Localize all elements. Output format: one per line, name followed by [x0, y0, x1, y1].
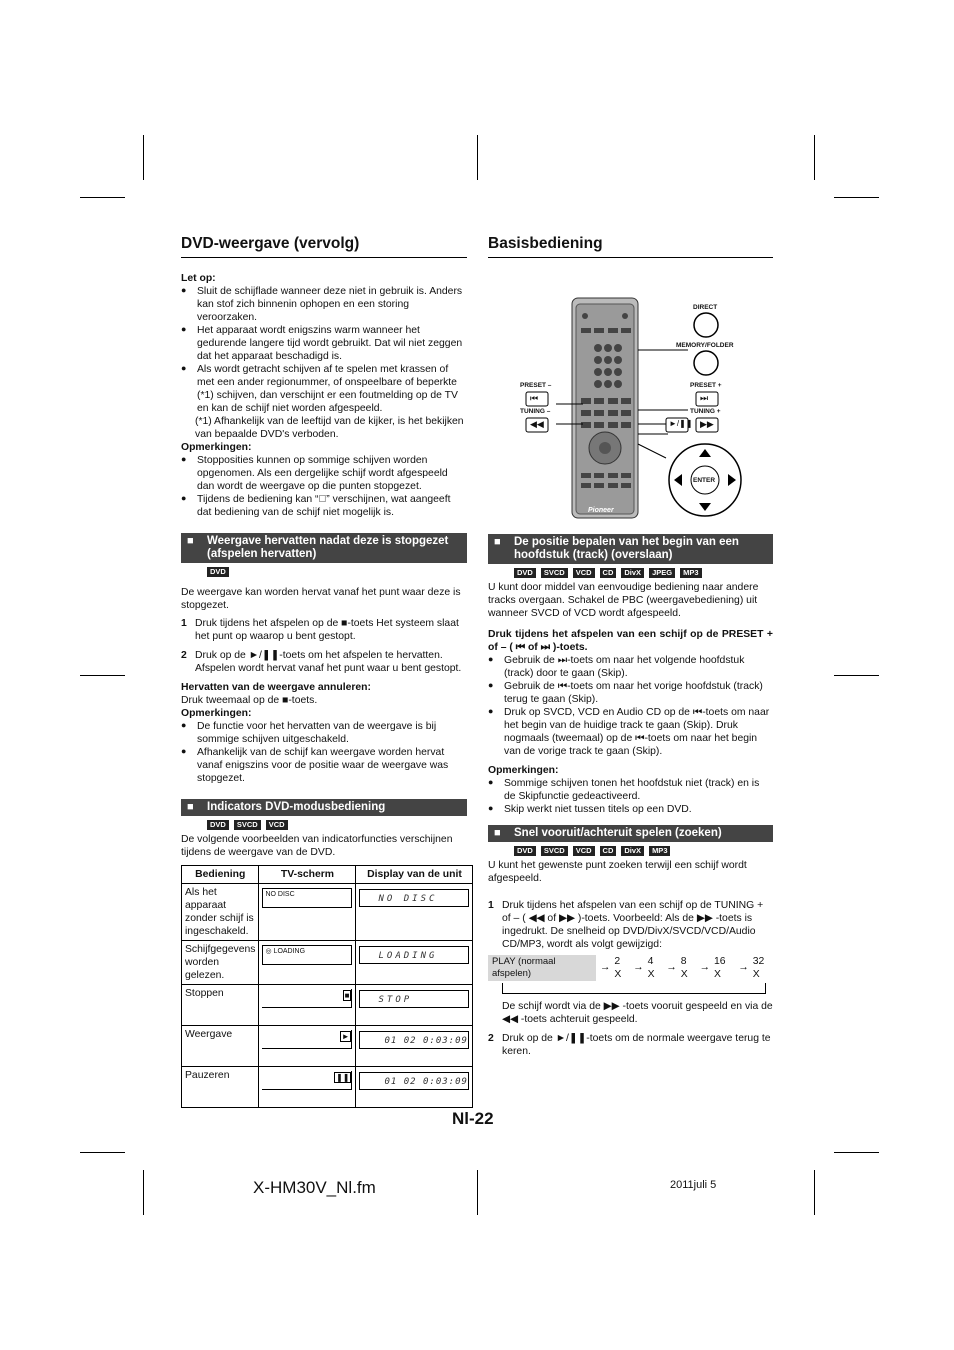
paragraph: De volgende voorbeelden van indicatorfuncties verschijnen tijdens de weergave van de DVD.	[181, 833, 453, 858]
list-item: ● Gebruik de ⏮-toets om naar het vorige hoofdstuk (track) terug te gaan (Skip).	[488, 680, 773, 706]
section-bar-indicators: ■ Indicators DVD-modusbediening	[181, 799, 467, 816]
badge: MP3	[680, 568, 701, 578]
list-item: ● Stopposities kunnen op sommige schijven worden opgenomen. Als een dergelijke schijf wordt afgespeeld dan wordt de weergave op die punten stopgezet.	[181, 454, 467, 493]
list-item: ● Tijdens de bediening kan “⃠” verschijnen, wat aangeeft dat bediening van de schijf niet mogelijk is.	[181, 493, 467, 519]
remarks-label: Opmerkingen:	[181, 707, 252, 719]
page-number: Nl-22	[452, 1109, 494, 1128]
section-title-dvd-weergave: DVD-weergave (vervolg)	[181, 234, 467, 258]
table-row: Pauzeren ❚❚ 01 02 0:03:09	[182, 1066, 473, 1107]
table-header: Bediening	[182, 865, 259, 883]
rewind-icon: ◀◀	[530, 419, 544, 430]
memory-folder-label: MEMORY/FOLDER	[676, 342, 734, 350]
section-bar-skip: ■ De positie bepalen van het begin van een hoofdstuk (track) (overslaan)	[488, 534, 773, 563]
disc-badges	[207, 820, 467, 830]
play-normal-box: PLAY (normaal afspelen)	[488, 955, 596, 981]
tv-screen: ◎ LOADING	[262, 945, 352, 965]
step: 2 Druk op de ►/❚❚-toets om het afspelen te hervatten. Afspelen wordt hervat vanaf het punt waar u bent gestopt.	[181, 649, 462, 674]
speed-step: 2 X	[614, 955, 622, 980]
footer-filename: X-HM30V_Nl.fm	[253, 1178, 376, 1197]
paragraph: De weergave kan worden hervat vanaf het punt waar deze is stopgezet.	[181, 586, 461, 611]
badge: DVD	[514, 846, 536, 856]
remarks-label: Opmerkingen:	[488, 764, 559, 776]
section-title-basisbediening: Basisbediening	[488, 234, 773, 258]
subheading: Druk tijdens het afspelen van een schijf op de PRESET + of – ( ⏮ of ⏭ )-toets.	[488, 628, 773, 653]
preset-plus-label: PRESET +	[690, 382, 722, 390]
unit-display: NO DISC	[359, 889, 469, 907]
section-bar-resume: ■ Weergave hervatten nadat deze is stopgezet (afspelen hervatten)	[181, 533, 467, 562]
list-item: ● De functie voor het hervatten van de weergave is bij sommige schijven uitgeschakeld.	[181, 720, 467, 746]
list-item: ● Sluit de schijflade wanneer deze niet in gebruik is. Anders kan stof zich binnenin ophopen en een storing veroorzaken.	[181, 285, 467, 324]
footnote: (*1) Afhankelijk van de leeftijd van de kijker, is het bekijken van bepaalde DVD's verboden.	[195, 416, 464, 441]
subheading: Hervatten van de weergave annuleren:	[181, 681, 371, 693]
paragraph: U kunt door middel van eenvoudige bediening naar andere tracks overgaan. Schakel de PBC (weergavebediening) uit wanneer SVCD of VCD wordt afgespeeld.	[488, 581, 759, 619]
list-item: ● Als wordt getracht schijven af te spelen met krassen of met een ander regionummer, of onspeelbare of beperkte (*1) schijven, dan verschijnt er een foutmelding op de TV en kan de schijf niet worden afgespeeld.	[181, 363, 467, 415]
badge: VCD	[573, 568, 595, 578]
disc-badges	[207, 567, 467, 577]
loop-line	[502, 983, 766, 994]
badge: SVCD	[541, 568, 568, 578]
disc-icon: ◎	[265, 947, 274, 955]
preset-minus-label: PRESET –	[520, 382, 552, 390]
arrow-right-icon: →	[738, 962, 749, 974]
badge: VCD	[266, 820, 288, 830]
footer-date: 2011juli 5	[670, 1179, 717, 1191]
tuning-minus-label: TUNING –	[520, 408, 551, 416]
letop-label: Let op:	[181, 273, 216, 285]
left-column	[181, 234, 467, 1108]
speed-step: 4 X	[647, 955, 655, 980]
disc-badges	[514, 568, 773, 578]
arrow-right-icon: →	[599, 962, 611, 974]
stop-icon: ■	[344, 990, 350, 1000]
speed-step: 8 X	[680, 955, 688, 980]
list-item: ● Afhankelijk van de schijf kan weergave worden hervat vanaf enigszins voor de positie waar de weergave was stopgezet.	[181, 746, 467, 785]
badge: DivX	[621, 846, 644, 856]
table-header: TV-scherm	[259, 865, 356, 883]
remote-illustration	[488, 258, 773, 520]
tv-screen: NO DISC	[262, 888, 352, 908]
badge: MP3	[649, 846, 670, 856]
paragraph: De schijf wordt via de ▶▶ -toets vooruit gespeeld en via de ◀◀ -toets achteruit gespeeld.	[502, 1000, 773, 1025]
list-item: ● Gebruik de ⏭-toets om naar het volgende hoofdstuk (track) door te gaan (Skip).	[488, 654, 773, 680]
speed-step: 32 X	[752, 955, 765, 980]
step: 2 Druk op de ►/❚❚-toets om de normale weergave terug te keren.	[488, 1032, 771, 1057]
play-icon: ►	[341, 1031, 350, 1041]
remarks-label: Opmerkingen:	[181, 442, 252, 454]
unit-display: LOADING	[359, 946, 469, 964]
table-row: Weergave ► 01 02 0:03:09	[182, 1025, 473, 1066]
play-pause-icon: ►/❚❚	[669, 419, 693, 429]
disc-badges	[514, 846, 773, 856]
prev-track-icon: ⏮	[530, 393, 539, 404]
badge: JPEG	[649, 568, 675, 578]
badge: SVCD	[541, 846, 568, 856]
paragraph: Druk tweemaal op de ■-toets.	[181, 694, 318, 706]
tuning-plus-label: TUNING +	[690, 408, 721, 416]
arrow-right-icon: →	[699, 962, 711, 974]
badge: DVD	[207, 820, 229, 830]
step: 1 Druk tijdens het afspelen van een schijf op de TUNING + of – ( ◀◀ of ▶▶ )-toets. Voorbeeld: Als de ▶▶ -toets is ingedrukt. De snelheid op DVD/DivX/SVCD/VCD/Audio CD/MP3, wordt als volgt gewijzigd:	[488, 899, 764, 950]
unit-display: 01 02 0:03:09	[359, 1031, 469, 1049]
section-bar-search: ■ Snel vooruit/achteruit spelen (zoeken)	[488, 825, 773, 842]
step: 1 Druk tijdens het afspelen op de ■-toets Het systeem slaat het punt op waarop u bent gestopt.	[181, 617, 459, 642]
unit-display: STOP	[359, 990, 469, 1008]
list-item: ● Het apparaat wordt enigszins warm wanneer het gedurende langere tijd wordt gebruikt. Dat wil niet zeggen dat het apparaat beschadigd is.	[181, 324, 467, 363]
badge: CD	[600, 846, 617, 856]
paragraph: U kunt het gewenste punt zoeken terwijl een schijf wordt afgespeeld.	[488, 859, 747, 884]
fast-forward-icon: ▶▶	[700, 419, 714, 430]
table-row: Als het apparaat zonder schijf is ingeschakeld. NO DISC NO DISC	[182, 883, 473, 940]
table-header: Display van de unit	[356, 865, 473, 883]
unit-display: 01 02 0:03:09	[359, 1072, 469, 1090]
arrow-right-icon: →	[666, 962, 677, 974]
right-column	[488, 234, 773, 1058]
arrow-right-icon: →	[633, 962, 644, 974]
next-track-icon: ⏭	[700, 393, 709, 404]
table-row: Stoppen ■ STOP	[182, 984, 473, 1025]
speed-sequence	[488, 955, 773, 981]
badge: SVCD	[234, 820, 261, 830]
indicator-table	[181, 865, 473, 1108]
speed-step: 16 X	[714, 955, 726, 980]
badge: VCD	[573, 846, 595, 856]
pause-icon: ❚❚	[336, 1072, 350, 1082]
badge: CD	[600, 568, 617, 578]
badge: DivX	[621, 568, 644, 578]
table-row: Schijfgegevens worden gelezen. ◎ LOADING LOADING	[182, 940, 473, 984]
badge: DVD	[514, 568, 536, 578]
enter-label: ENTER	[693, 477, 716, 485]
brand-logo: Pioneer	[588, 507, 614, 515]
list-item: ● Sommige schijven tonen het hoofdstuk niet (track) en is de Skipfunctie gedeactiveerd.	[488, 777, 773, 803]
list-item: ● Druk op SVCD, VCD en Audio CD op de ⏮-toets om naar het begin van de huidige track te gaan (Skip). Druk nogmaals (tweemaal) op de ⏮-toets om naar het begin van de vorige track te gaan (Skip).	[488, 706, 773, 758]
badge: DVD	[207, 567, 229, 577]
list-item: ● Skip werkt niet tussen titels op een DVD.	[488, 803, 773, 816]
direct-label: DIRECT	[693, 304, 718, 312]
